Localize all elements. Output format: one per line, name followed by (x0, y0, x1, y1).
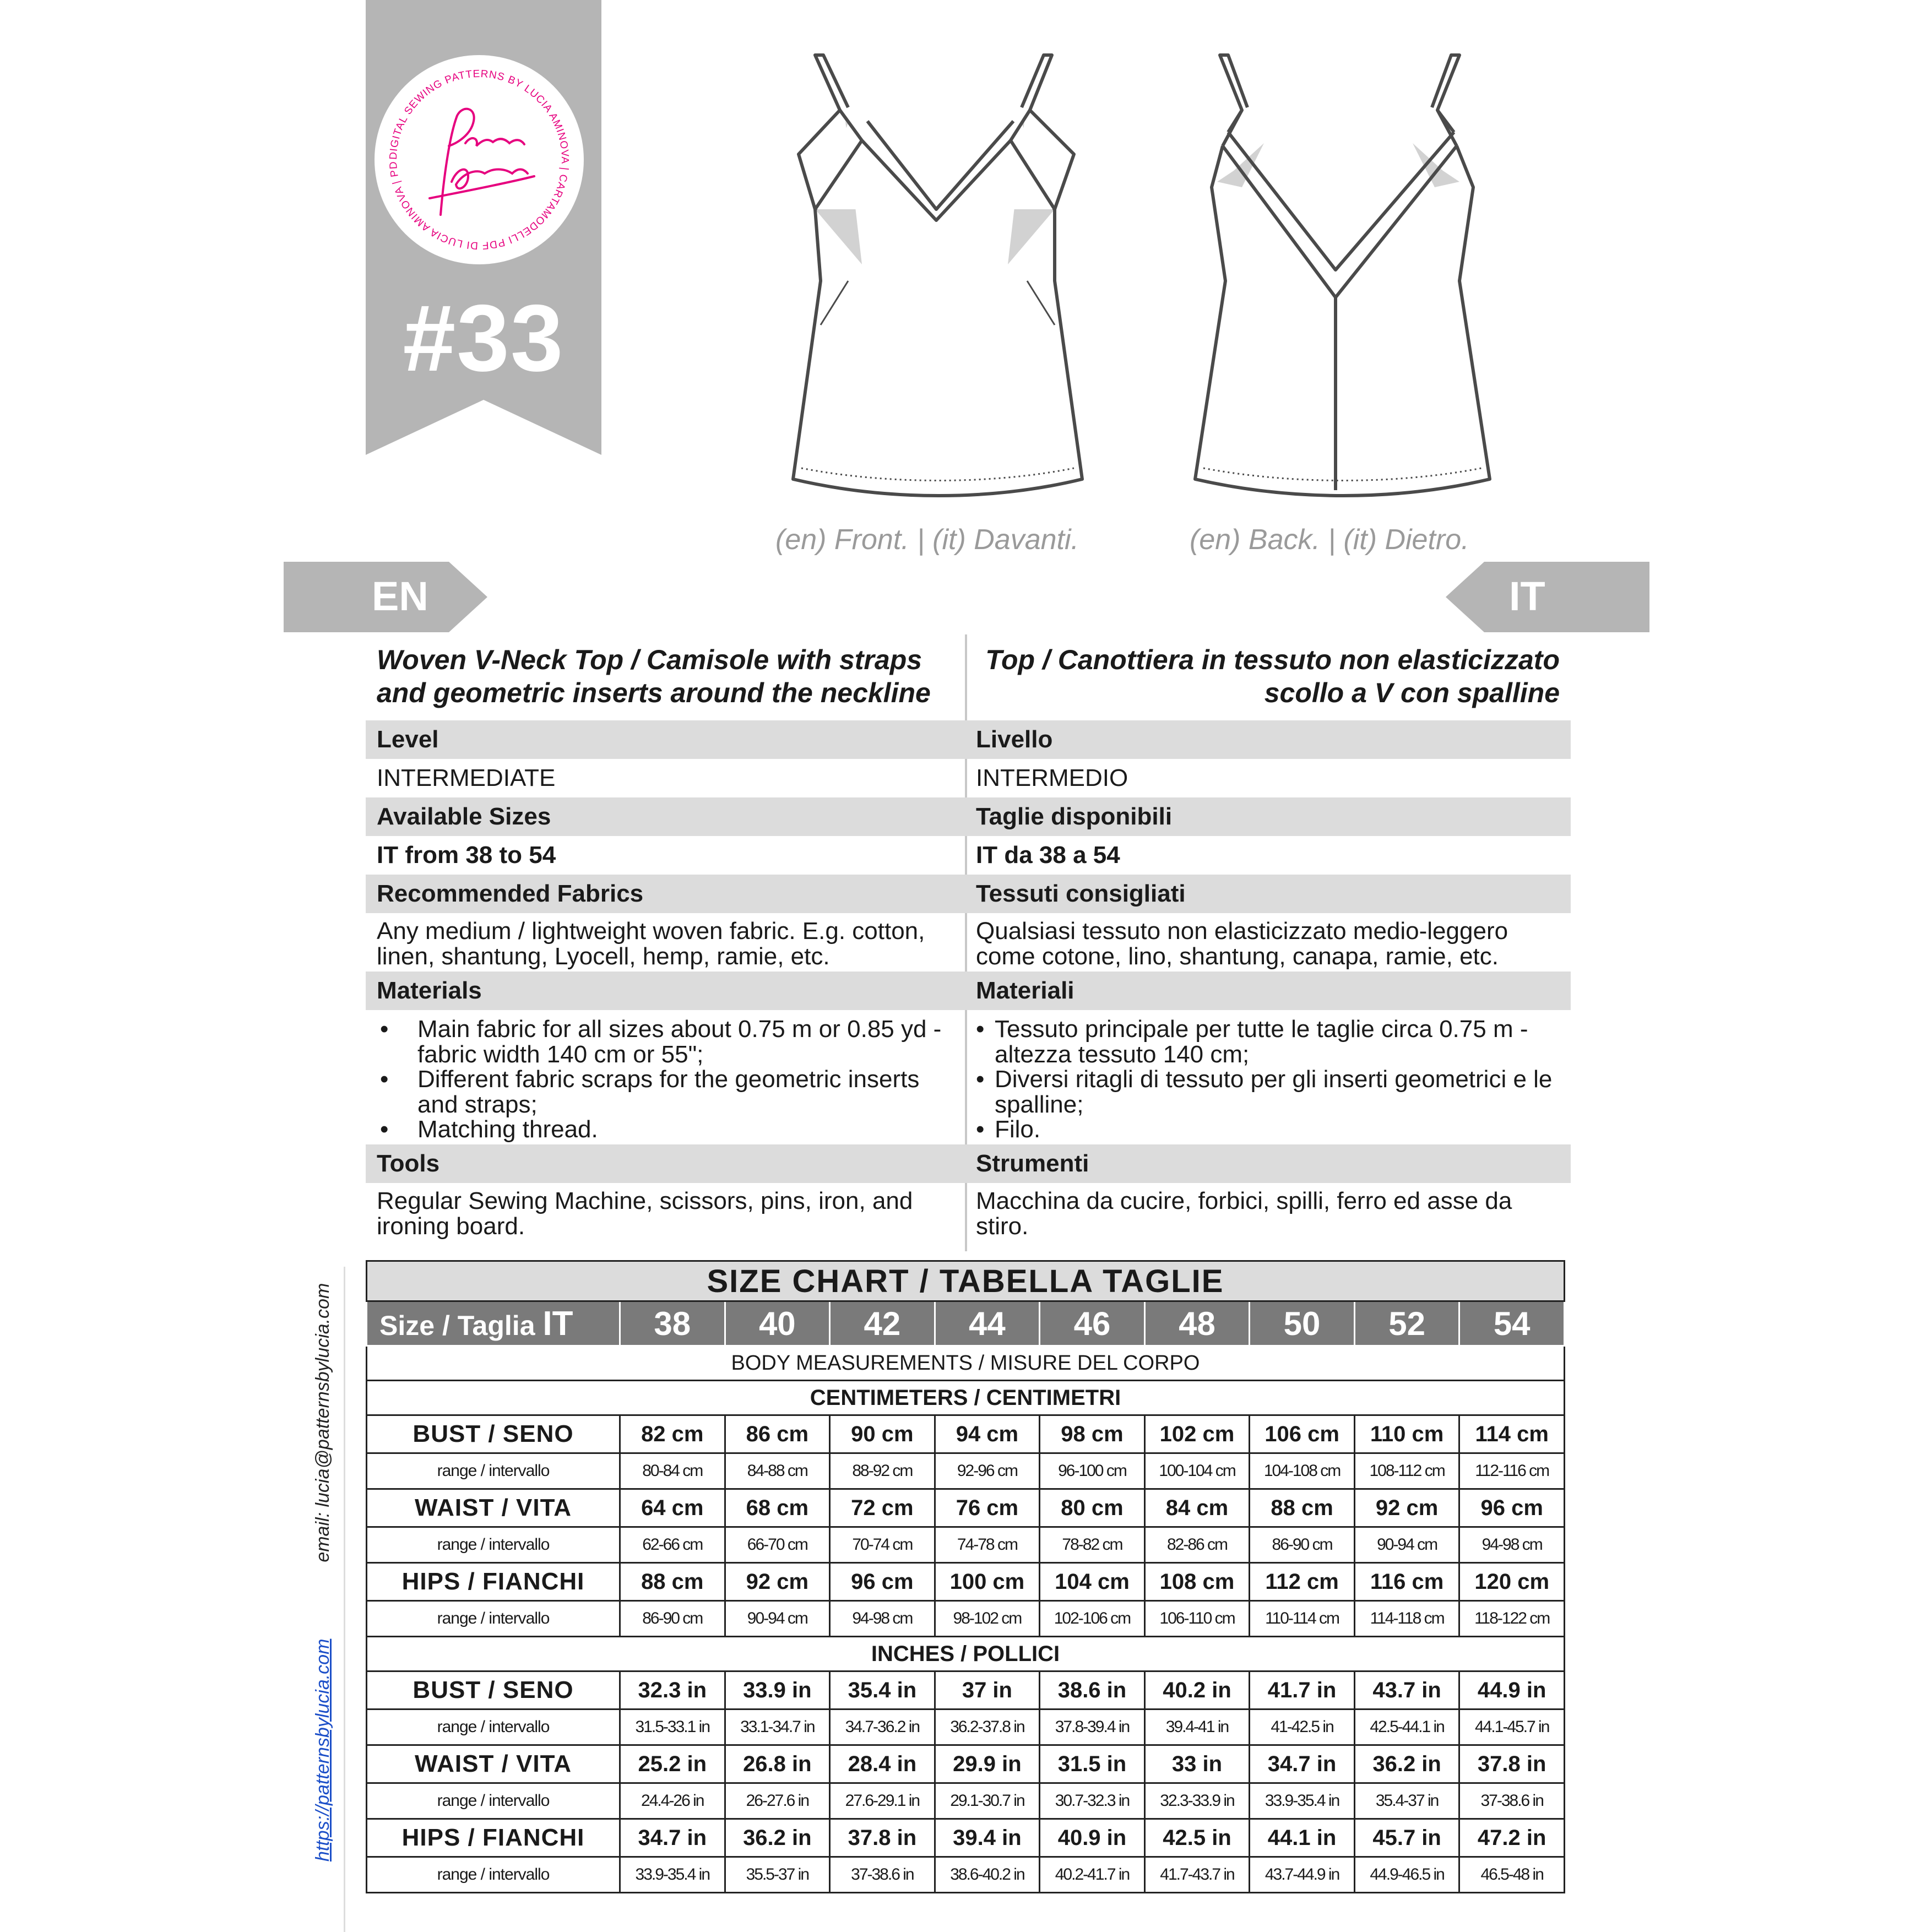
size-42: 42 (830, 1301, 935, 1346)
cm-range-value: 112-116 cm (1459, 1453, 1565, 1489)
in-range-value: 46.5-48 in (1459, 1857, 1565, 1893)
cm-range-value: 84-88 cm (725, 1453, 830, 1489)
size-46: 46 (1040, 1301, 1145, 1346)
cm-range-value: 114-118 cm (1354, 1601, 1459, 1637)
cm-range-value: 86-90 cm (620, 1601, 725, 1637)
in-measure-value: 37 in (935, 1671, 1040, 1710)
en-sizes-label: Available Sizes (366, 797, 972, 836)
in-range-value: 38.6-40.2 in (935, 1857, 1040, 1893)
cm-measure-value: 102 cm (1144, 1415, 1250, 1453)
in-range-value: 31.5-33.1 in (620, 1710, 725, 1745)
in-range-value: 41-42.5 in (1250, 1710, 1355, 1745)
in-measure-value: 38.6 in (1040, 1671, 1145, 1710)
in-measure-value: 43.7 in (1354, 1671, 1459, 1710)
cm-range-value: 80-84 cm (620, 1453, 725, 1489)
cm-range-value: 78-82 cm (1040, 1527, 1145, 1563)
cm-range-value: 94-98 cm (830, 1601, 935, 1637)
cm-measure-value: 112 cm (1250, 1563, 1355, 1601)
in-measure-value: 37.8 in (830, 1819, 935, 1857)
in-range-value: 24.4-26 in (620, 1783, 725, 1819)
in-measure-label: HIPS / FIANCHI (367, 1819, 620, 1857)
cm-range-value: 96-100 cm (1040, 1453, 1145, 1489)
in-measure-value: 42.5 in (1144, 1819, 1250, 1857)
cm-range-label: range / intervallo (367, 1453, 620, 1489)
size-40: 40 (725, 1301, 830, 1346)
en-fabrics-value: Any medium / lightweight woven fabric. E.g. cotton, linen, shantung, Lyocell, hemp, ramie, etc. (377, 918, 925, 970)
it-materials-label: Materiali (965, 972, 1571, 1010)
cm-measure-value: 64 cm (620, 1489, 725, 1527)
back-sketch (1181, 50, 1506, 507)
it-material-item: • Tessuto principale per tutte le taglie circa 0.75 m - altezza tessuto 140 cm; (976, 1017, 1560, 1067)
in-measure-value: 35.4 in (830, 1671, 935, 1710)
in-measure-value: 34.7 in (620, 1819, 725, 1857)
in-range-value: 39.4-41 in (1144, 1710, 1250, 1745)
cm-range-label: range / intervallo (367, 1601, 620, 1637)
in-range-value: 37-38.6 in (830, 1857, 935, 1893)
cm-measure-value: 72 cm (830, 1489, 935, 1527)
in-measure-value: 40.2 in (1144, 1671, 1250, 1710)
it-tools-label: Strumenti (965, 1144, 1571, 1183)
english-column (366, 639, 972, 1240)
cm-range-value: 104-108 cm (1250, 1453, 1355, 1489)
cm-measure-value: 82 cm (620, 1415, 725, 1453)
in-measure-value: 34.7 in (1250, 1745, 1355, 1783)
in-range-value: 30.7-32.3 in (1040, 1783, 1145, 1819)
in-range-value: 37.8-39.4 in (1040, 1710, 1145, 1745)
cm-measure-value: 90 cm (830, 1415, 935, 1453)
email-text: email: lucia@patternsbylucia.com (312, 1283, 333, 1562)
cm-range-value: 108-112 cm (1354, 1453, 1459, 1489)
cm-measure-value: 88 cm (620, 1563, 725, 1601)
cm-measure-value: 116 cm (1354, 1563, 1459, 1601)
in-measure-value: 36.2 in (1354, 1745, 1459, 1783)
in-measure-value: 41.7 in (1250, 1671, 1355, 1710)
en-material-item: • Matching thread. (377, 1117, 960, 1142)
in-range-label: range / intervallo (367, 1857, 620, 1893)
cm-measure-value: 94 cm (935, 1415, 1040, 1453)
centimeters-heading: CENTIMETERS / CENTIMETRI (367, 1381, 1565, 1415)
en-tools-value: Regular Sewing Machine, scissors, pins, iron, and ironing board. (377, 1187, 913, 1240)
cm-measure-value: 104 cm (1040, 1563, 1145, 1601)
in-measure-value: 37.8 in (1459, 1745, 1565, 1783)
en-level-label: Level (366, 720, 972, 759)
cm-measure-value: 108 cm (1144, 1563, 1250, 1601)
cm-range-value: 94-98 cm (1459, 1527, 1565, 1563)
in-measure-value: 25.2 in (620, 1745, 725, 1783)
en-tools-label: Tools (366, 1144, 972, 1183)
in-range-value: 41.7-43.7 in (1144, 1857, 1250, 1893)
cm-measure-value: 88 cm (1250, 1489, 1355, 1527)
in-range-value: 33.9-35.4 in (1250, 1783, 1355, 1819)
in-range-value: 44.1-45.7 in (1459, 1710, 1565, 1745)
size-chart-title: SIZE CHART / TABELLA TAGLIE (367, 1261, 1565, 1301)
in-measure-value: 33.9 in (725, 1671, 830, 1710)
cm-measure-value: 68 cm (725, 1489, 830, 1527)
in-range-value: 34.7-36.2 in (830, 1710, 935, 1745)
size-label (367, 1301, 620, 1346)
in-range-value: 40.2-41.7 in (1040, 1857, 1145, 1893)
it-level-value: INTERMEDIO (976, 764, 1128, 791)
it-material-item: • Filo. (976, 1117, 1560, 1142)
body-measurements-heading: BODY MEASUREMENTS / MISURE DEL CORPO (367, 1346, 1565, 1381)
cm-range-value: 62-66 cm (620, 1527, 725, 1563)
size-label-text: Size / Taglia (379, 1310, 543, 1341)
it-fabrics-value: Qualsiasi tessuto non elasticizzato medio-leggero come cotone, lino, shantung, canapa, ramie, etc. (976, 918, 1508, 970)
in-range-value: 42.5-44.1 in (1354, 1710, 1459, 1745)
it-level-label: Livello (965, 720, 1571, 759)
website-link[interactable]: https://patternsbylucia.com (312, 1638, 333, 1862)
cm-range-value: 90-94 cm (725, 1601, 830, 1637)
in-measure-label: BUST / SENO (367, 1671, 620, 1710)
in-range-value: 26-27.6 in (725, 1783, 830, 1819)
in-range-value: 32.3-33.9 in (1144, 1783, 1250, 1819)
cm-measure-value: 84 cm (1144, 1489, 1250, 1527)
en-material-item: • Different fabric scraps for the geometric inserts and straps; (377, 1067, 960, 1117)
cm-measure-value: 86 cm (725, 1415, 830, 1453)
in-range-label: range / intervallo (367, 1783, 620, 1819)
front-caption: (en) Front. | (it) Davanti. (775, 524, 1079, 556)
cm-measure-value: 106 cm (1250, 1415, 1355, 1453)
cm-range-value: 102-106 cm (1040, 1601, 1145, 1637)
cm-range-value: 90-94 cm (1354, 1527, 1459, 1563)
en-material-item: • Main fabric for all sizes about 0.75 m or 0.85 yd - fabric width 140 cm or 55"; (377, 1017, 960, 1067)
it-tab-label: IT (1509, 573, 1545, 619)
side-divider (344, 1267, 345, 1932)
in-measure-label: WAIST / VITA (367, 1745, 620, 1783)
brand-logo (375, 55, 584, 264)
size-48: 48 (1144, 1301, 1250, 1346)
size-52: 52 (1354, 1301, 1459, 1346)
in-measure-value: 26.8 in (725, 1745, 830, 1783)
cm-range-value: 110-114 cm (1250, 1601, 1355, 1637)
in-measure-value: 36.2 in (725, 1819, 830, 1857)
logo-ring-text: DIGITAL SEWING PATTERNS BY LUCIA AMINOVA | CARTAMODELLI PDF DI LUCIA AMINOVA | PD (387, 68, 571, 252)
in-range-value: 27.6-29.1 in (830, 1783, 935, 1819)
cm-measure-label: WAIST / VITA (367, 1489, 620, 1527)
front-sketch (777, 50, 1101, 507)
cm-range-value: 66-70 cm (725, 1527, 830, 1563)
in-measure-value: 45.7 in (1354, 1819, 1459, 1857)
in-measure-value: 39.4 in (935, 1819, 1040, 1857)
back-caption: (en) Back. | (it) Dietro. (1190, 524, 1469, 556)
in-range-value: 37-38.6 in (1459, 1783, 1565, 1819)
cm-range-value: 92-96 cm (935, 1453, 1040, 1489)
cm-measure-label: HIPS / FIANCHI (367, 1563, 620, 1601)
en-fabrics-label: Recommended Fabrics (366, 875, 972, 913)
cm-range-value: 70-74 cm (830, 1527, 935, 1563)
en-tab-label: EN (372, 573, 428, 619)
cm-range-value: 86-90 cm (1250, 1527, 1355, 1563)
in-measure-value: 33 in (1144, 1745, 1250, 1783)
in-measure-value: 47.2 in (1459, 1819, 1565, 1857)
cm-range-value: 98-102 cm (935, 1601, 1040, 1637)
it-materials-list (965, 1010, 1571, 1144)
it-title: Top / Canottiera in tessuto non elasticizzato scollo a V con spalline (985, 644, 1560, 708)
cm-measure-value: 114 cm (1459, 1415, 1565, 1453)
cm-measure-value: 96 cm (1459, 1489, 1565, 1527)
cm-measure-value: 76 cm (935, 1489, 1040, 1527)
in-range-value: 33.9-35.4 in (620, 1857, 725, 1893)
in-range-value: 43.7-44.9 in (1250, 1857, 1355, 1893)
en-sizes-value: IT from 38 to 54 (377, 842, 556, 869)
it-tab (1446, 562, 1649, 632)
in-measure-value: 44.9 in (1459, 1671, 1565, 1710)
in-range-value: 44.9-46.5 in (1354, 1857, 1459, 1893)
in-range-value: 36.2-37.8 in (935, 1710, 1040, 1745)
in-range-value: 29.1-30.7 in (935, 1783, 1040, 1819)
cm-measure-value: 100 cm (935, 1563, 1040, 1601)
cm-measure-value: 80 cm (1040, 1489, 1145, 1527)
it-sizes-label: Taglie disponibili (965, 797, 1571, 836)
logo-signature-icon (430, 109, 534, 215)
in-measure-value: 28.4 in (830, 1745, 935, 1783)
cm-measure-value: 92 cm (1354, 1489, 1459, 1527)
size-chart (366, 1260, 1565, 1893)
size-38: 38 (620, 1301, 725, 1346)
svg-text:DIGITAL SEWING PATTERNS BY LUC (375, 55, 571, 251)
cm-range-value: 74-78 cm (935, 1527, 1040, 1563)
it-tools-value: Macchina da cucire, forbici, spilli, ferro ed asse da stiro. (976, 1187, 1512, 1240)
it-sizes-value: IT da 38 a 54 (976, 842, 1120, 869)
cm-measure-value: 110 cm (1354, 1415, 1459, 1453)
size-54: 54 (1459, 1301, 1565, 1346)
in-measure-value: 29.9 in (935, 1745, 1040, 1783)
italian-column (965, 639, 1571, 1240)
en-level-value: INTERMEDIATE (377, 764, 556, 791)
it-fabrics-label: Tessuti consigliati (965, 875, 1571, 913)
in-measure-value: 31.5 in (1040, 1745, 1145, 1783)
cm-measure-value: 120 cm (1459, 1563, 1565, 1601)
size-50: 50 (1250, 1301, 1355, 1346)
cm-measure-value: 96 cm (830, 1563, 935, 1601)
en-title: Woven V-Neck Top / Camisole with straps and geometric inserts around the neckline (377, 644, 931, 708)
it-material-item: • Diversi ritagli di tessuto per gli inserti geometrici e le spalline; (976, 1067, 1560, 1117)
cm-range-value: 100-104 cm (1144, 1453, 1250, 1489)
in-range-value: 35.5-37 in (725, 1857, 830, 1893)
size-label-it: IT (542, 1304, 573, 1343)
cm-measure-value: 98 cm (1040, 1415, 1145, 1453)
side-contact (312, 1283, 334, 1862)
in-range-label: range / intervallo (367, 1710, 620, 1745)
inches-heading: INCHES / POLLICI (367, 1637, 1565, 1671)
cm-range-value: 82-86 cm (1144, 1527, 1250, 1563)
cm-range-value: 118-122 cm (1459, 1601, 1565, 1637)
cm-range-label: range / intervallo (367, 1527, 620, 1563)
in-range-value: 33.1-34.7 in (725, 1710, 830, 1745)
cm-measure-value: 92 cm (725, 1563, 830, 1601)
en-materials-list (366, 1010, 972, 1144)
cm-measure-label: BUST / SENO (367, 1415, 620, 1453)
in-measure-value: 32.3 in (620, 1671, 725, 1710)
pattern-number: #33 (403, 285, 565, 391)
cm-range-value: 106-110 cm (1144, 1601, 1250, 1637)
in-measure-value: 44.1 in (1250, 1819, 1355, 1857)
in-measure-value: 40.9 in (1040, 1819, 1145, 1857)
cm-range-value: 88-92 cm (830, 1453, 935, 1489)
en-materials-label: Materials (366, 972, 972, 1010)
in-range-value: 35.4-37 in (1354, 1783, 1459, 1819)
size-44: 44 (935, 1301, 1040, 1346)
